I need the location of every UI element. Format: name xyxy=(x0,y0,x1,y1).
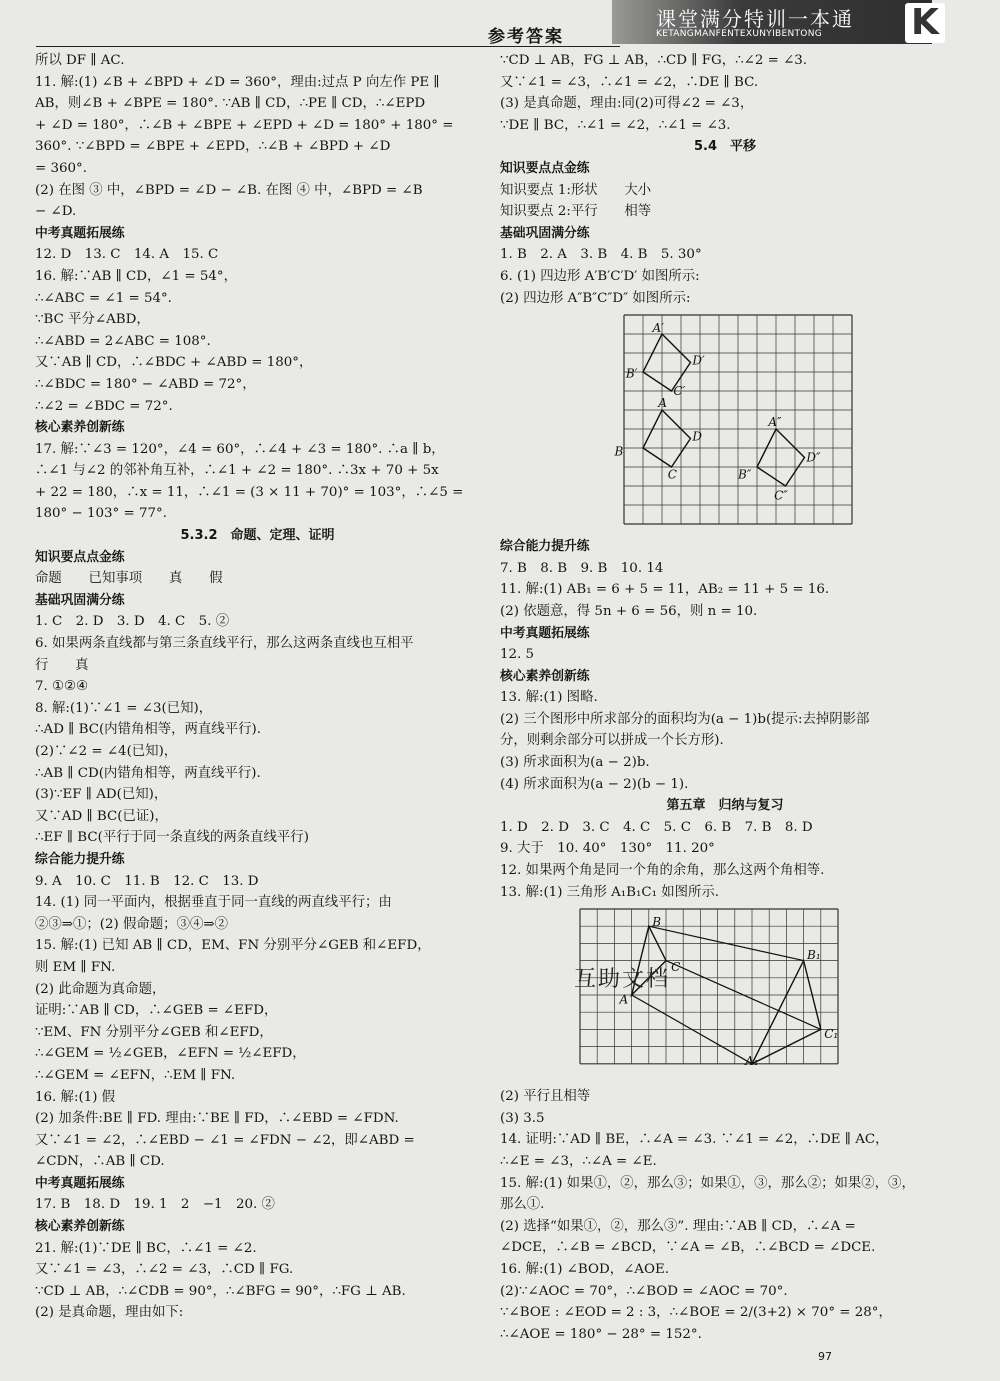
answer-line: 6. (1) 四边形 A′B′C′D′ 如图所示: xyxy=(500,268,700,284)
answer-line: 16. 解:∵AB ∥ CD，∠1 = 54°， xyxy=(35,268,238,284)
section-heading: 基础巩固满分练 xyxy=(500,225,590,241)
answer-line: (2) 四边形 A″B″C″D″ 如图所示: xyxy=(500,290,691,306)
answer-line: (2) 此命题为真命题， xyxy=(35,981,166,997)
answer-line: (2) 在图 ③ 中，∠BPD = ∠D − ∠B. 在图 ④ 中，∠BPD = ∠B xyxy=(35,182,423,198)
answer-line: 1. D 2. D 3. C 4. C 5. C 6. B 7. B 8. D xyxy=(500,819,813,835)
answer-line: 11. 解:(1) AB₁ = 6 + 5 = 11，AB₂ = 11 + 5 = 16. xyxy=(500,582,830,598)
answer-line: 又∵∠1 = ∠3，∴∠2 = ∠3，∴CD ∥ FG. xyxy=(35,1262,294,1278)
answer-line: − ∠D. xyxy=(35,204,77,220)
section-heading: 基础巩固满分练 xyxy=(35,592,125,608)
answer-line: ②③⇒①；(2) 假命题；③④⇒② xyxy=(35,916,228,932)
answer-line: ∴∠GEM = ½∠GEB，∠EFN = ½∠EFD， xyxy=(35,1046,306,1062)
answer-line: 又∵AD ∥ BC(已证)， xyxy=(35,808,168,824)
point-label: B xyxy=(652,915,662,930)
answer-line: (2) 选择“如果①，②，那么③”. 理由:∵AB ∥ CD，∴∠A = xyxy=(500,1218,856,1234)
section-heading: 综合能力提升练 xyxy=(35,851,125,867)
answer-line: 又∵∠1 = ∠2，∴∠EBD − ∠1 = ∠FDN − ∠2，即∠ABD = xyxy=(35,1132,415,1148)
answer-line: ∠DCE，∴∠B = ∠BCD，∵∠A = ∠B，∴∠BCD = ∠DCE. xyxy=(500,1240,876,1256)
answer-line: 7. B 8. B 9. B 10. 14 xyxy=(500,560,664,576)
answer-line: 11. 解:(1) ∠B + ∠BPD + ∠D = 360°，理由:过点 P 向左作 PE ∥ xyxy=(35,74,440,90)
answer-line: 命题 已知事项 真 假 xyxy=(35,571,223,587)
point-label: D″ xyxy=(806,450,821,465)
answer-line: 16. 解:(1) ∠BOD，∠AOE. xyxy=(500,1261,669,1277)
answer-line: 则 EM ∥ FN. xyxy=(35,959,116,975)
section-heading: 知识要点点金练 xyxy=(500,160,590,176)
point-label: C′ xyxy=(673,383,686,398)
quad-abcd xyxy=(643,410,691,467)
answer-line: (2) 是真命题，理由如下: xyxy=(35,1305,184,1321)
answer-line: 13. 解:(1) 图略. xyxy=(500,690,598,706)
point-label: D′ xyxy=(692,353,705,368)
answer-line: + ∠D = 180°，∴∠B + ∠BPE + ∠EPD + ∠D = 180° + 180° = xyxy=(35,117,454,133)
answer-line: = 360°. xyxy=(35,160,87,176)
answer-line: 8. 解:(1)∵∠1 = ∠3(已知)， xyxy=(35,700,213,716)
answer-line: 行 真 xyxy=(35,657,89,673)
chapter-title: 第五章 归纳与复习 xyxy=(666,798,784,814)
section-heading: 综合能力提升练 xyxy=(500,539,590,555)
answer-line: 21. 解:(1)∵DE ∥ BC，∴∠1 = ∠2. xyxy=(35,1240,257,1256)
point-label: C₁ xyxy=(824,1027,839,1042)
answer-line: 360°. ∵∠BPD = ∠BPE + ∠EPD，∴∠B + ∠BPD + ∠D xyxy=(35,139,391,155)
chapter-title: 5.3.2 命题、定理、证明 xyxy=(180,528,335,544)
answer-line: 12. 5 xyxy=(500,647,535,663)
answer-line: ∴AB ∥ CD(内错角相等，两直线平行). xyxy=(35,765,261,781)
answer-line: 又∵∠1 = ∠3，∴∠1 = ∠2，∴DE ∥ BC. xyxy=(500,74,759,90)
left-column xyxy=(35,50,480,1324)
quad-a1b1c1d1 xyxy=(643,334,691,391)
answer-line: ∵EM、FN 分别平分∠GEB 和∠EFD， xyxy=(35,1024,273,1040)
answer-line: 1. C 2. D 3. D 4. C 5. ② xyxy=(35,614,230,630)
book-title: 课堂满分特训一本通 xyxy=(656,7,854,31)
right-block-2 xyxy=(500,536,950,903)
answer-line: ∴∠GEM = ∠EFN，∴EM ∥ FN. xyxy=(35,1067,236,1083)
book-title-pinyin: KETANGMANFENTEXUNYIBENTONG xyxy=(656,29,823,39)
answer-line: ∴∠1 与∠2 的邻补角互补，∴∠1 + ∠2 = 180°. ∴3x + 70 + 5x xyxy=(35,463,439,479)
answer-line: ∴∠ABD = 2∠ABC = 108°. xyxy=(35,333,211,349)
point-label: B′ xyxy=(625,366,638,381)
answer-line: 7. ①②④ xyxy=(35,679,89,695)
point-label: C xyxy=(667,467,677,482)
section-heading: 中考真题拓展练 xyxy=(500,625,590,641)
answer-line: 所以 DF ∥ AC. xyxy=(35,53,125,68)
figure-translation-grid xyxy=(500,309,950,536)
answer-line: (4) 所求面积为(a − 2)(b − 1). xyxy=(500,776,689,792)
answer-line: 12. 如果两个角是同一个角的余角，那么这两个角相等. xyxy=(500,863,825,879)
answer-line: (3) 所求面积为(a − 2)b. xyxy=(500,755,650,771)
answer-line: 17. 解:∵∠3 = 120°，∠4 = 60°，∴∠4 + ∠3 = 180°. ∴a ∥ b， xyxy=(35,441,445,457)
chapter-title: 5.4 平移 xyxy=(693,139,757,155)
answer-line: 知识要点 1:形状 大小 xyxy=(500,182,652,198)
answer-line: 13. 解:(1) 三角形 A₁B₁C₁ 如图所示. xyxy=(500,884,720,900)
grid-figure-1 xyxy=(500,309,950,536)
point-label: A″ xyxy=(768,415,782,430)
page-number: 97 xyxy=(818,1350,832,1363)
grid-figure-2 xyxy=(500,903,950,1086)
point-label: A₁ xyxy=(745,1054,759,1069)
section-heading: 核心素养创新练 xyxy=(35,1219,125,1235)
point-label: B₁ xyxy=(807,948,821,963)
answer-line: 12. D 13. C 14. A 15. C xyxy=(35,247,219,263)
answer-line: 那么①. xyxy=(500,1197,545,1213)
answer-line: (2) 三个图形中所求部分的面积均为(a − 1)b(提示:去掉阴影部 xyxy=(500,711,870,727)
answer-line: ∴AD ∥ BC(内错角相等，两直线平行). xyxy=(35,722,261,738)
answer-line: ∴∠E = ∠3，∴∠A = ∠E. xyxy=(500,1154,657,1169)
figure-triangle-grid xyxy=(500,903,950,1086)
answer-line: ∠CDN，∴AB ∥ CD. xyxy=(35,1154,165,1170)
answer-line: ∴EF ∥ BC(平行于同一条直线的两条直线平行) xyxy=(35,830,309,846)
answer-line: 15. 解:(1) 已知 AB ∥ CD，EM、FN 分别平分∠GEB 和∠EFD， xyxy=(35,938,431,954)
answer-line: ∵DE ∥ BC，∴∠1 = ∠2，∴∠1 = ∠3. xyxy=(500,117,731,133)
answer-line: 180° − 103° = 77°. xyxy=(35,506,167,522)
answer-line: 14. (1) 同一平面内，根据垂直于同一直线的两直线平行；由 xyxy=(35,895,392,911)
page-header xyxy=(0,0,1000,48)
answer-line: 分，则剩余部分可以拼成一个长方形). xyxy=(500,733,724,749)
answer-line: ∴∠ABC = ∠1 = 54°. xyxy=(35,290,172,306)
answer-line: (3)∵EF ∥ AD(已知)， xyxy=(35,787,168,803)
right-block-3 xyxy=(500,1086,950,1345)
answer-line: ∵CD ⊥ AB，FG ⊥ AB，∴CD ∥ FG，∴∠2 = ∠3. xyxy=(500,53,808,68)
quad-a2b2c2d2 xyxy=(757,429,805,486)
answer-line: 16. 解:(1) 假 xyxy=(35,1089,116,1105)
section-heading: 知识要点点金练 xyxy=(35,549,125,565)
answer-line: 又∵AB ∥ CD，∴∠BDC + ∠ABD = 180°， xyxy=(35,355,313,371)
answer-line: ∴∠BDC = 180° − ∠ABD = 72°， xyxy=(35,376,256,392)
point-label: B xyxy=(614,444,624,459)
point-label: B″ xyxy=(738,467,752,482)
answer-line: 9. A 10. C 11. B 12. C 13. D xyxy=(35,873,259,889)
section-heading: 中考真题拓展练 xyxy=(35,1175,125,1191)
answer-line: ∵∠BOE : ∠EOD = 2 : 3，∴∠BOE = 2/(3+2) × 70° = 28°， xyxy=(500,1305,892,1321)
answer-line: (2)∵∠2 = ∠4(已知)， xyxy=(35,744,178,759)
logo-k: K xyxy=(905,3,945,43)
point-label: C xyxy=(671,960,681,975)
answer-line: (2) 依题意，得 5n + 6 = 56，则 n = 10. xyxy=(500,603,758,619)
answer-line: (3) 是真命题，理由:同(2)可得∠2 = ∠3， xyxy=(500,96,754,112)
answer-line: ∵CD ⊥ AB，∴∠CDB = 90°，∴∠BFG = 90°，∴FG ⊥ AB. xyxy=(35,1283,406,1299)
point-label: A xyxy=(658,396,667,411)
answer-line: + 22 = 180，∴x = 11，∴∠1 = (3 × 11 + 70)° = 103°，∴∠5 = xyxy=(35,484,464,500)
answer-line: 14. 证明:∵AD ∥ BE，∴∠A = ∠3. ∵∠1 = ∠2，∴DE ∥ AC， xyxy=(500,1132,889,1148)
header-rule xyxy=(36,46,620,47)
answer-line: AB，则∠B + ∠BPE = 180°. ∵AB ∥ CD，∴PE ∥ CD，∴∠EPD xyxy=(35,96,426,112)
watermark-text: 互助文档 xyxy=(574,967,671,992)
answer-line: ∵BC 平分∠ABD， xyxy=(35,312,150,328)
point-label: A′ xyxy=(652,321,664,336)
point-label: A xyxy=(619,992,629,1007)
section-heading: 核心素养创新练 xyxy=(500,668,590,684)
answer-line: 知识要点 2:平行 相等 xyxy=(500,204,652,220)
right-column xyxy=(500,50,950,1345)
answer-line: ∴∠AOE = 180° − 28° = 152°. xyxy=(500,1326,702,1342)
answer-line: (3) 3.5 xyxy=(500,1110,545,1126)
answer-line: 9. 大于 10. 40° 130° 11. 20° xyxy=(500,841,715,857)
right-block-1 xyxy=(500,50,950,309)
answer-line: 15. 解:(1) 如果①，②，那么③；如果①，③，那么②；如果②，③， xyxy=(500,1175,915,1191)
section-heading: 核心素养创新练 xyxy=(35,420,125,436)
section-tag: 参考答案 xyxy=(488,27,564,47)
answer-line: 17. B 18. D 19. 1 2 −1 20. ② xyxy=(35,1197,275,1213)
answer-line: 1. B 2. A 3. B 4. B 5. 30° xyxy=(500,247,702,263)
point-label: C″ xyxy=(774,488,788,503)
answer-line: (2)∵∠AOC = 70°，∴∠BOD = ∠AOC = 70°. xyxy=(500,1283,788,1299)
answer-line: (2) 平行且相等 xyxy=(500,1089,591,1105)
answer-line: ∴∠2 = ∠BDC = 72°. xyxy=(35,398,173,414)
answer-line: 证明:∵AB ∥ CD，∴∠GEB = ∠EFD， xyxy=(35,1003,278,1019)
answer-line: (2) 加条件:BE ∥ FD. 理由:∵BE ∥ FD，∴∠EBD = ∠FDN. xyxy=(35,1111,399,1127)
answer-line: 6. 如果两条直线都与第三条直线平行，那么这两条直线也互相平 xyxy=(35,636,414,652)
point-label: D xyxy=(692,429,703,444)
section-heading: 中考真题拓展练 xyxy=(35,225,125,241)
